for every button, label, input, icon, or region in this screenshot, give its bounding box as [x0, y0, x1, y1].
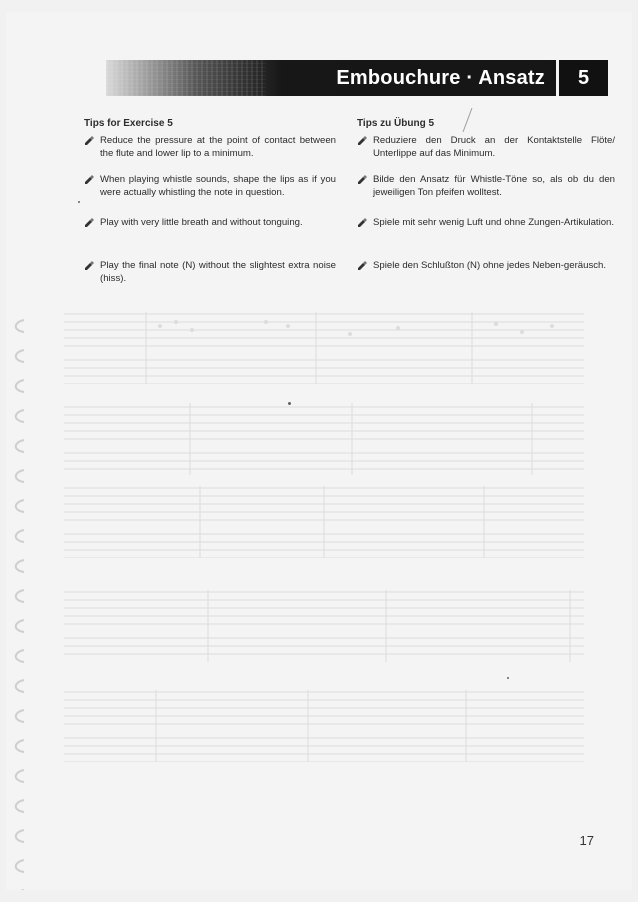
left-tip-item	[84, 135, 336, 160]
left-tip-item	[84, 217, 336, 230]
pencil-icon	[84, 218, 94, 228]
right-tip-text: Bilde den Ansatz für Whistle-Töne so, als ob du den jeweiligen Ton pfeifen wolltest.	[373, 174, 615, 198]
right-tip-text: Spiele den Schlußton (N) ohne jedes Neben-geräusch.	[373, 260, 607, 271]
right-column-heading: Tips zu Übung 5	[357, 118, 435, 129]
pencil-icon	[357, 136, 367, 146]
right-tip-text: Spiele mit sehr wenig Luft und ohne Zungen-Artikulation.	[373, 217, 615, 228]
header-texture	[106, 60, 266, 96]
pencil-icon	[357, 261, 367, 271]
page-number: 17	[579, 833, 594, 848]
left-tip-text: Reduce the pressure at the point of contact between the flute and lower lip to a minimum.	[100, 135, 336, 159]
scan-dot	[78, 201, 80, 203]
faint-music-staff	[64, 478, 584, 558]
left-tip-text: When playing whistle sounds, shape the lips as if you were actually whistling the note in question.	[100, 174, 336, 198]
right-tip-item	[357, 174, 615, 199]
right-tip-item	[357, 135, 615, 160]
scan-mark-icon	[458, 106, 476, 134]
left-tip-item	[84, 260, 336, 285]
left-column-heading: Tips for Exercise 5	[84, 118, 173, 129]
left-tip-text: Play the final note (N) without the slightest extra noise (hiss).	[100, 260, 336, 284]
faint-music-staff	[64, 395, 584, 475]
section-header	[106, 60, 608, 96]
pencil-icon	[357, 218, 367, 228]
scan-dot	[507, 677, 509, 679]
pencil-icon	[84, 261, 94, 271]
right-tip-item	[357, 217, 615, 230]
document-page	[6, 12, 632, 890]
right-tip-item	[357, 260, 615, 273]
section-title: Embouchure · Ansatz	[336, 67, 545, 89]
pencil-icon	[84, 175, 94, 185]
left-tip-text: Play with very little breath and without tonguing.	[100, 217, 303, 228]
spiral-binding-icon	[6, 312, 30, 890]
section-number: 5	[559, 60, 608, 96]
faint-music-staff	[64, 582, 584, 662]
pencil-icon	[84, 136, 94, 146]
scan-dot	[288, 402, 291, 405]
faint-music-staff	[64, 304, 584, 384]
pencil-icon	[357, 175, 367, 185]
faint-music-staff	[64, 682, 584, 762]
left-tip-item	[84, 174, 336, 199]
right-tip-text: Reduziere den Druck an der Kontaktstelle Flöte/ Unterlippe auf das Minimum.	[373, 135, 615, 159]
